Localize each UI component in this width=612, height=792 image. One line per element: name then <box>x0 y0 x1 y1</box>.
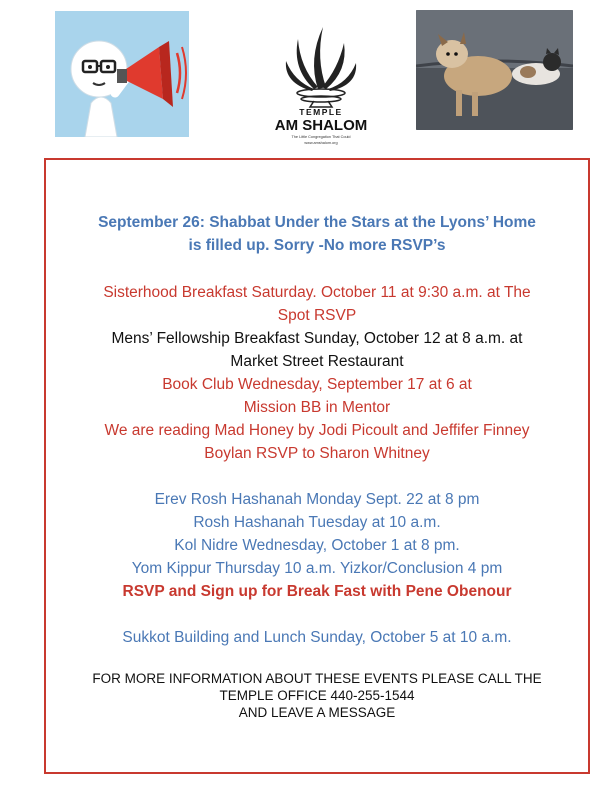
logo-temple-text: TEMPLE <box>299 107 343 117</box>
footer-line-3: AND LEAVE A MESSAGE <box>238 705 396 720</box>
rosh-hashanah-line: Rosh Hashanah Tuesday at 10 a.m. <box>193 514 441 531</box>
logo-url-text: www.amshalom.org <box>304 141 338 145</box>
erev-rosh-hashanah-line: Erev Rosh Hashanah Monday Sept. 22 at 8 pm <box>154 491 480 508</box>
megaphone-cartoon-image <box>55 11 189 137</box>
book-club-line-1: Book Club Wednesday, September 17 at 6 at <box>162 376 472 393</box>
break-fast-line: RSVP and Sign up for Break Fast with Pene Obenour <box>122 583 512 600</box>
book-club-line-2: Mission BB in Mentor <box>243 399 391 416</box>
mens-line-1: Mens’ Fellowship Breakfast Sunday, October 12 at 8 a.m. at <box>111 330 523 347</box>
book-club-line-3: We are reading Mad Honey by Jodi Picoult and Jeffifer Finney <box>104 422 530 439</box>
book-club-line-4: Boylan RSVP to Sharon Whitney <box>204 445 430 462</box>
lyons-line-2: is filled up. Sorry -No more RSVP’s <box>188 237 446 254</box>
logo-name-text: AM SHALOM <box>274 117 368 134</box>
footer-line-2: TEMPLE OFFICE 440-255-1544 <box>219 688 415 703</box>
dog-and-cat-photo <box>416 10 573 130</box>
kol-nidre-line: Kol Nidre Wednesday, October 1 at 8 pm. <box>174 537 460 554</box>
logo-tagline-text: The Little Congregation That Could <box>291 135 351 139</box>
sisterhood-line-2: Spot RSVP <box>277 307 357 324</box>
sukkot-line: Sukkot Building and Lunch Sunday, October 5 at 10 a.m. <box>122 629 512 646</box>
temple-am-shalom-logo <box>268 9 374 149</box>
footer-line-1: FOR MORE INFORMATION ABOUT THESE EVENTS PLEASE CALL THE <box>92 671 542 686</box>
yom-kippur-line: Yom Kippur Thursday 10 a.m. Yizkor/Conclusion 4 pm <box>131 560 503 577</box>
sisterhood-line-1: Sisterhood Breakfast Saturday. October 11 at 9:30 a.m. at The <box>103 284 531 301</box>
lyons-line-1: September 26: Shabbat Under the Stars at the Lyons’ Home <box>98 214 536 231</box>
mens-line-2: Market Street Restaurant <box>230 353 404 370</box>
